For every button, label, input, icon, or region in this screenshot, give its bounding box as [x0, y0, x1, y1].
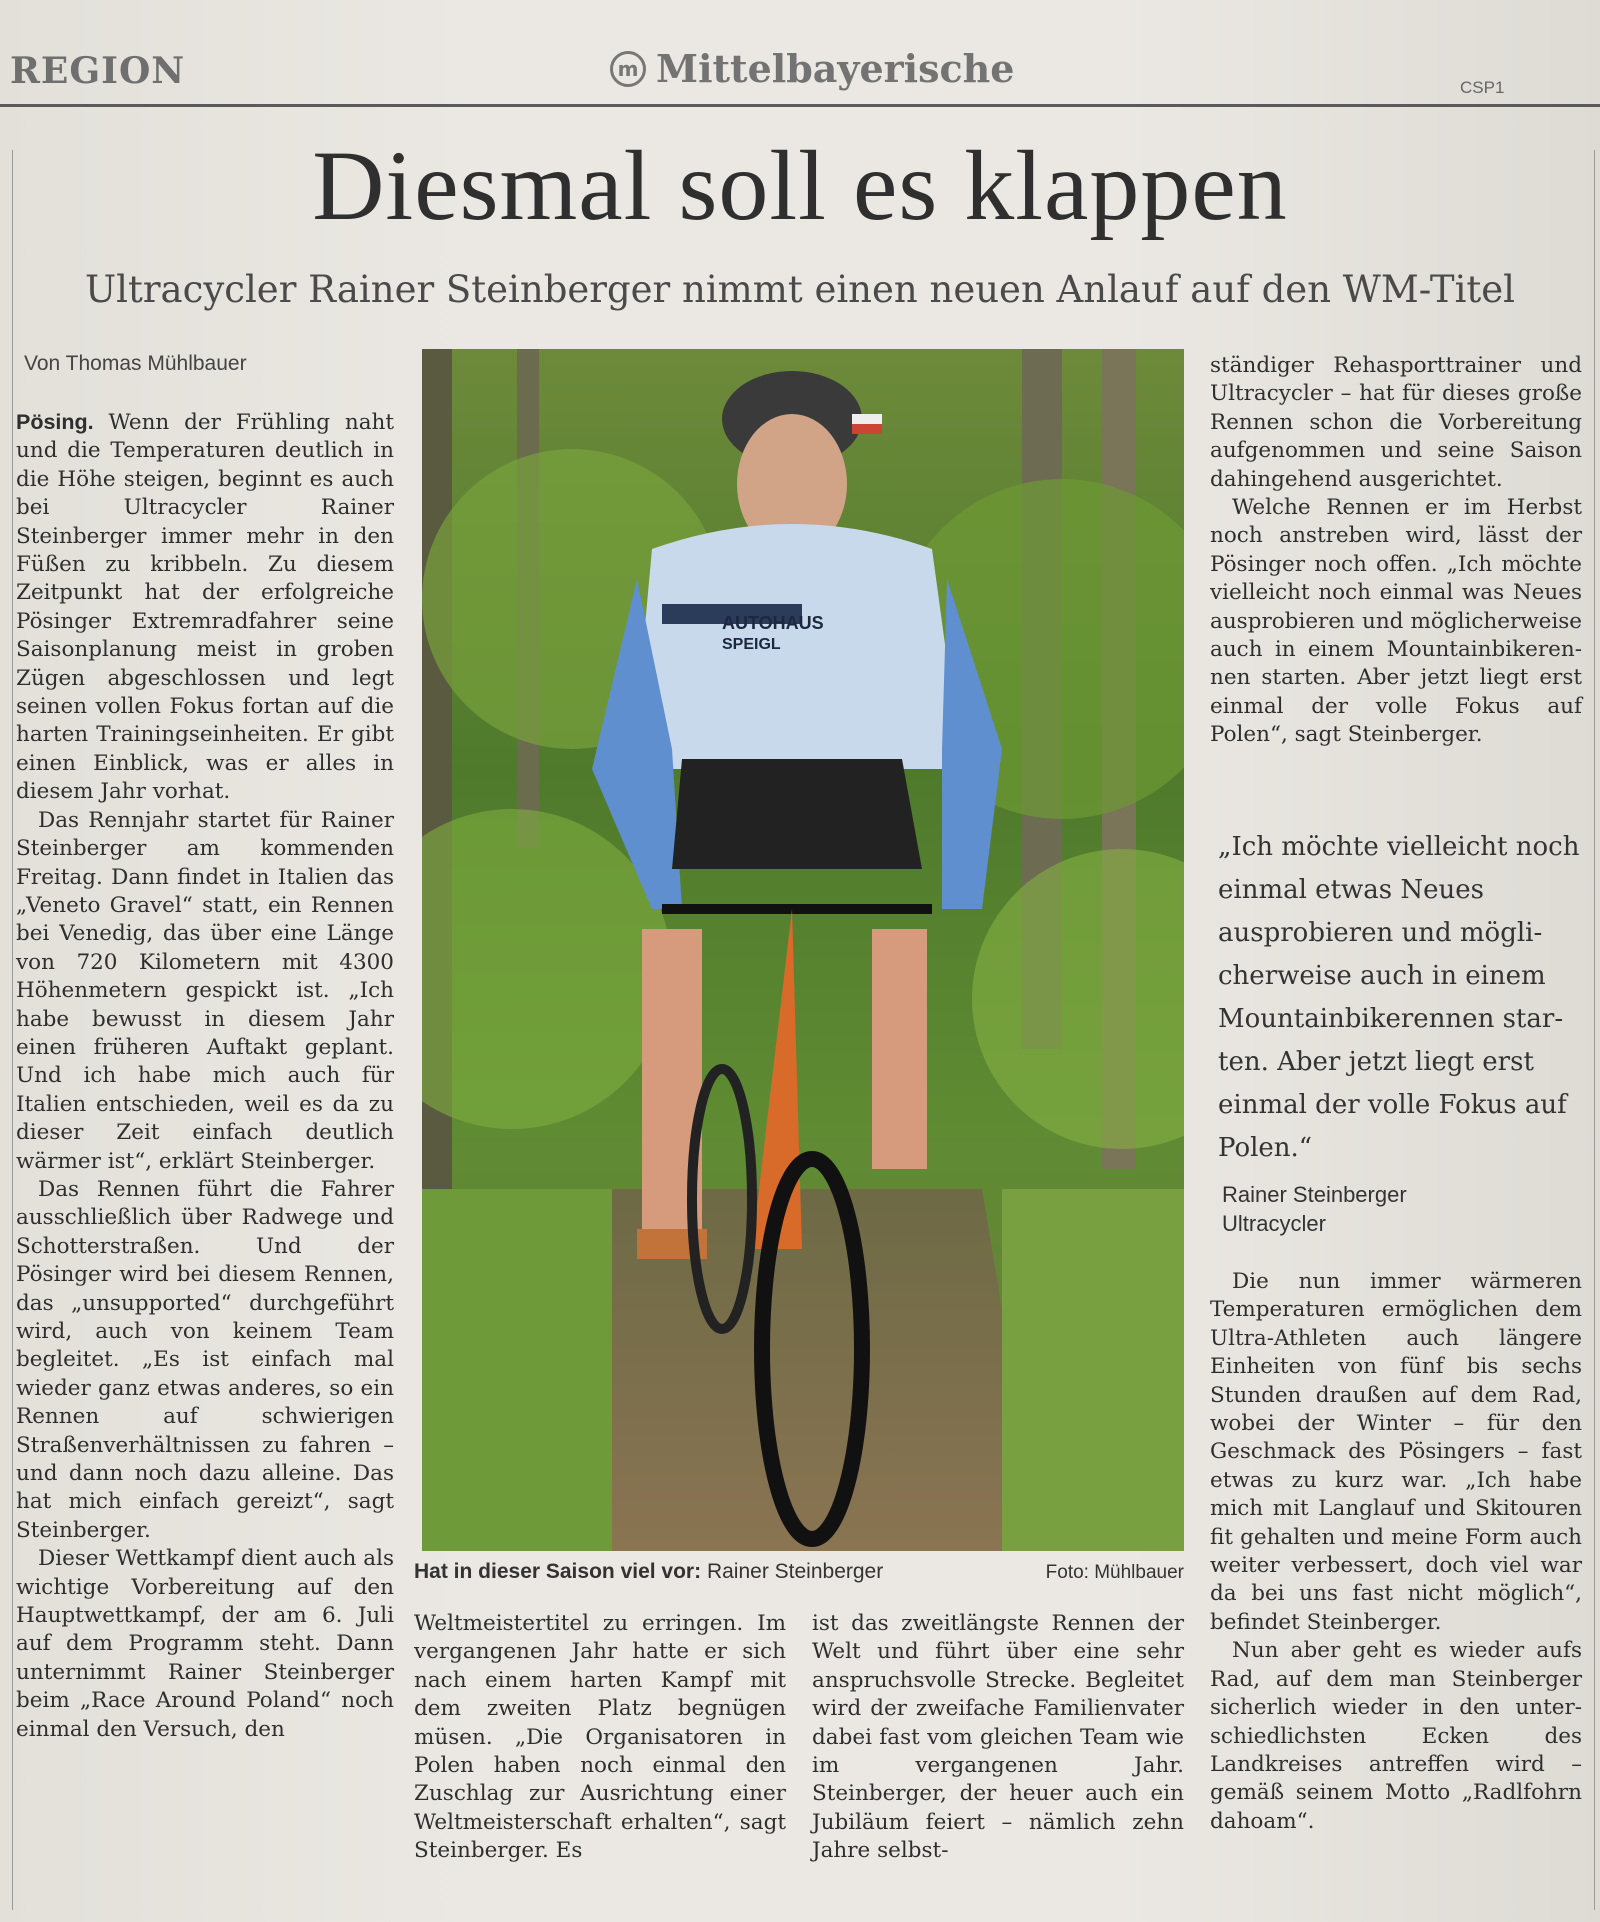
article-column-2 — [414, 1610, 786, 1866]
article-column-4 — [1210, 352, 1582, 750]
page-code: CSP1 — [1460, 78, 1505, 97]
photo-caption — [414, 1560, 1184, 1584]
paragraph: Weltmeistertitel zu erringen. Im vergangenen Jahr hatte er sich nach einem harten Kampf mit dem zweiten Platz begnügen müsen. „Die Organisatoren in Polen haben noch einmal den Zuschlag zur Ausrichtung einer Weltmeisterschaft erhalten“, sagt Steinberger. Es — [414, 1611, 786, 1864]
section-label: REGION — [10, 50, 186, 92]
paragraph: Nun aber geht es wieder aufs Rad, auf dem man Steinberger sicherlich wieder in den unterschiedlichsten Ecken des Landkreises antreffen wird – gemäß seinem Motto „Radlfohrn dahoam“. — [1210, 1638, 1582, 1834]
pull-quote-role: Ultracycler — [1222, 1211, 1326, 1236]
article-column-4-lower — [1210, 1268, 1582, 1836]
paragraph: Die nun immer wärmeren Temperaturen ermöglichen dem Ultra-Athleten auch längere Einheiten von fünf bis sechs Stunden draußen auf dem Rad, wobei der Winter – für den Geschmack des Pösingers – fast etwas zu kurz war. „Ich habe mich mit Langlauf und Skitouren fit gehalten und meine Form auch weiter verbessert, doch viel war da bei uns fast nicht möglich“, befindet Steinberger. — [1210, 1269, 1582, 1635]
paragraph-text: Wenn der Frühling naht und die Temperaturen deutlich in die Höhe steigen, beginnt es auch bei Ultracycler Rainer Steinberger immer mehr in den Füßen zu kribbeln. Zu diesem Zeitpunkt hat der erfolgreiche Pösinger Extremradfahrer seine Saisonplanung meist in groben Zügen abgeschlossen und legt seinen vollen Fokus fortan auf die harten Trainingseinheiten. Er gibt einen Einblick, was er alles in diesem Jahr vorhat. — [16, 410, 394, 805]
paragraph: ständiger Rehasporttrainer und Ultracycler – hat für dieses große Rennen schon die Vorbereitung aufgenommen und seine Saison dahingehend ausgerichtet. — [1210, 353, 1582, 492]
subheadline: Ultracycler Rainer Steinberger nimmt einen neuen Anlauf auf den WM-Titel — [84, 268, 1515, 311]
paragraph: ist das zweitlängste Rennen der Welt und führt über eine sehr anspruchsvolle Strecke. Begleitet wird der zweifache Familienvater dabei fast vom gleichen Team wie im vergangenen Jahr. Steinberger, der heuer auch ein Jubiläum feiert – nämlich zehn Jahre selbst- — [812, 1611, 1184, 1864]
article-column-1 — [16, 408, 394, 1744]
header-rule — [0, 104, 1600, 107]
byline: Von Thomas Mühlbauer — [24, 352, 247, 375]
pull-quote-name: Rainer Steinberger — [1222, 1182, 1407, 1207]
paragraph: Dieser Wettkampf dient auch als wichtige Vorbereitung auf den Hauptwettkampf, der am 6. Juli auf dem Programm steht. Dann unternimmt Rainer Steinberger beim „Race Around Poland“ noch einmal den Versuch, den — [16, 1546, 394, 1742]
caption-text: Rainer Steinberger — [706, 1560, 884, 1583]
caption-lead: Hat in dieser Saison viel vor: — [414, 1560, 702, 1583]
dateline: Pösing. — [16, 410, 94, 434]
newspaper-brand — [610, 46, 1014, 91]
column-divider — [12, 150, 13, 1910]
headline: Diesmal soll es klappen — [312, 130, 1288, 241]
paragraph — [16, 408, 394, 807]
cyclist-photo — [422, 349, 1184, 1551]
page-header — [0, 0, 1600, 108]
newspaper-name: Mittelbayerische — [656, 46, 1015, 91]
newspaper-logo-icon: m — [610, 51, 646, 87]
column-divider — [1594, 150, 1595, 1910]
paragraph: Das Rennen führt die Fahrer ausschließlich über Radwege und Schotterstraßen. Und der Pösinger wird bei diesem Rennen, das „unsupported“ durchgeführt wird, auch von keinem Team begleitet. „Es ist einfach mal wieder ganz etwas anderes, so ein Rennen auf schwierigen Straßenverhältnissen zu fahren – und dann noch dazu alleine. Das hat mich einfach gereizt“, sagt Steinberger. — [16, 1176, 394, 1543]
article-photo — [422, 349, 1184, 1551]
paragraph: Welche Rennen er im Herbst noch anstreben wird, lässt der Pösinger noch offen. „Ich möchte vielleicht noch einmal was Neues ausprobieren und möglicherweise auch in einem Mountainbikerennen starten. Aber jetzt liegt erst einmal der volle Fokus auf Polen“, sagt Steinberger. — [1210, 495, 1582, 748]
paragraph: Das Rennjahr startet für Rainer Steinberger am kommenden Freitag. Dann findet in Italien das „Veneto Gravel“ statt, ein Rennen bei Venedig, das über eine Länge von 720 Kilometern mit 4300 Höhenmetern gespickt ist. „Ich habe bewusst in diesem Jahr einen früheren Auftakt geplant. Und ich habe mich auch für Italien entschieden, weil es da zu dieser Zeit einfach deutlich wärmer ist“, erklärt Steinberger. — [16, 807, 394, 1174]
jersey-sponsor-text: AUTOHAUS — [722, 613, 824, 633]
pull-quote: „Ich möchte vielleicht noch einmal etwas Neues ausprobieren und möglicherweise auch in einem Mountainbikerennen starten. Aber jetzt liegt erst einmal der volle Fokus auf Polen.“ — [1218, 832, 1580, 1163]
article-column-3 — [812, 1610, 1184, 1866]
jersey-sponsor-text-2: SPEIGL — [722, 636, 781, 653]
photo-credit: Foto: Mühlbauer — [1045, 1562, 1184, 1583]
pull-quote-author — [1222, 1180, 1407, 1238]
